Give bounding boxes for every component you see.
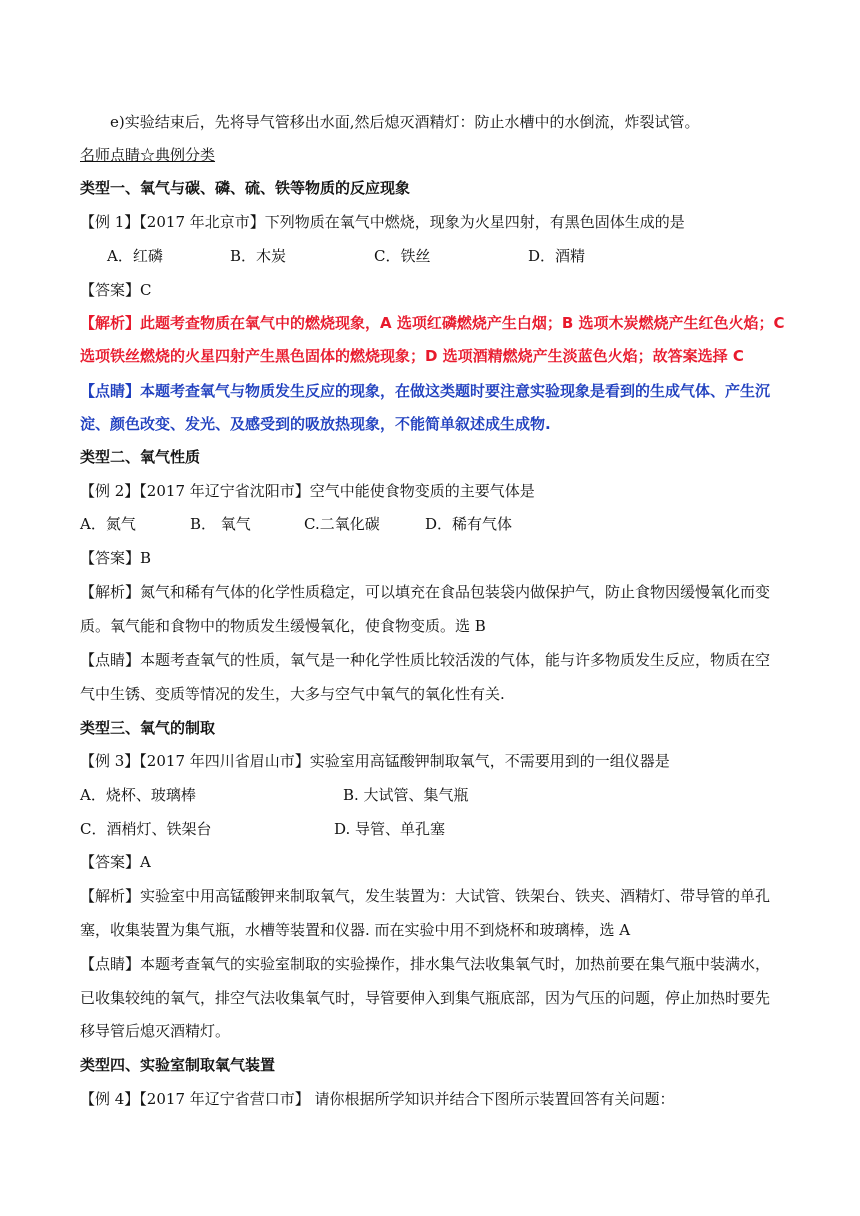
example1-point-line2: 淀、颜色改变、发光、及感受到的吸放热现象，不能简单叙述成生成物.	[80, 415, 551, 433]
example4-question: 【例 4】【2017 年辽宁省营口市】 请你根据所学知识并结合下图所示装置回答有关问题：	[80, 1090, 675, 1108]
example3-option-c: C．酒梢灯、铁架台	[80, 820, 212, 838]
step-e-text: e)实验结束后，先将导气管移出水面,然后熄灭酒精灯：防止水槽中的水倒流，炸裂试管。	[110, 113, 700, 131]
type1-heading: 类型一、氧气与碳、磷、硫、铁等物质的反应现象	[80, 179, 411, 197]
example3-analysis-line2: 塞，收集装置为集气瓶，水槽等装置和仪器. 而在实验中用不到烧杯和玻璃棒，选 A	[80, 921, 631, 939]
example2-option-a: A．氮气	[80, 515, 136, 533]
example2-analysis-line1: 【解析】氮气和稀有气体的化学性质稳定，可以填充在食品包装袋内做保护气，防止食物因缓慢氧化而变	[80, 583, 771, 601]
example2-option-c: C.二氧化碳	[304, 515, 380, 533]
example2-point-line2: 气中生锈、变质等情况的发生，大多与空气中氧气的氧化性有关.	[80, 685, 505, 703]
example3-point-line2: 已收集较纯的氧气，排空气法收集氧气时，导管要伸入到集气瓶底部，因为气压的问题，停止加热时要先	[80, 989, 771, 1007]
example3-question: 【例 3】【2017 年四川省眉山市】实验室用高锰酸钾制取氧气，不需要用到的一组仪器是	[80, 752, 670, 770]
example3-point-line3: 移导管后熄灭酒精灯。	[80, 1022, 231, 1040]
example1-option-d: D．酒精	[528, 247, 586, 265]
example1-point-line1: 【点睛】本题考查氧气与物质发生反应的现象，在做这类题时要注意实验现象是看到的生成气体、产生沉	[80, 382, 771, 400]
example3-option-d: D. 导管、单孔塞	[334, 820, 446, 838]
example3-analysis-line1: 【解析】实验室中用高锰酸钾来制取氧气，发生装置为：大试管、铁架台、铁夹、酒精灯、带导管的单孔	[80, 887, 771, 905]
example3-option-a: A．烧杯、玻璃棒	[80, 786, 196, 804]
type4-heading: 类型四、实验室制取氧气装置	[80, 1056, 276, 1074]
example3-answer: 【答案】A	[80, 853, 151, 871]
example1-option-c: C．铁丝	[374, 247, 431, 265]
example2-analysis-line2: 质。氧气能和食物中的物质发生缓慢氧化，使食物变质。选 B	[80, 617, 486, 635]
example3-option-b: B. 大试管、集气瓶	[343, 786, 469, 804]
example2-answer: 【答案】B	[80, 549, 152, 567]
example1-option-b: B．木炭	[230, 247, 287, 265]
type2-heading: 类型二、氧气性质	[80, 448, 201, 466]
example1-option-a: A．红磷	[107, 247, 163, 265]
example2-point-line1: 【点睛】本题考查氧气的性质，氧气是一种化学性质比较活泼的气体，能与许多物质发生反应，物质在空	[80, 651, 771, 669]
example1-question: 【例 1】【2017 年北京市】下列物质在氧气中燃烧，现象为火星四射，有黑色固体生成的是	[80, 213, 685, 231]
example2-option-d: D．稀有气体	[425, 515, 513, 533]
example2-question: 【例 2】【2017 年辽宁省沈阳市】空气中能使食物变质的主要气体是	[80, 482, 535, 500]
type3-heading: 类型三、氧气的制取	[80, 719, 216, 737]
example3-point-line1: 【点睛】本题考查氧气的实验室制取的实验操作，排水集气法收集氧气时，加热前要在集气瓶中装满水，	[80, 955, 771, 973]
example1-analysis-line1: 【解析】此题考查物质在氧气中的燃烧现象，A 选项红磷燃烧产生白烟；B 选项木炭燃烧产生红色火焰；C	[80, 314, 785, 332]
example1-answer: 【答案】C	[80, 281, 152, 299]
section-title: 名师点睛☆典例分类	[80, 146, 216, 164]
example2-option-b: B． 氧气	[190, 515, 251, 533]
example1-analysis-line2: 选项铁丝燃烧的火星四射产生黑色固体的燃烧现象；D 选项酒精燃烧产生淡蓝色火焰；故答案选择 C	[80, 347, 744, 365]
